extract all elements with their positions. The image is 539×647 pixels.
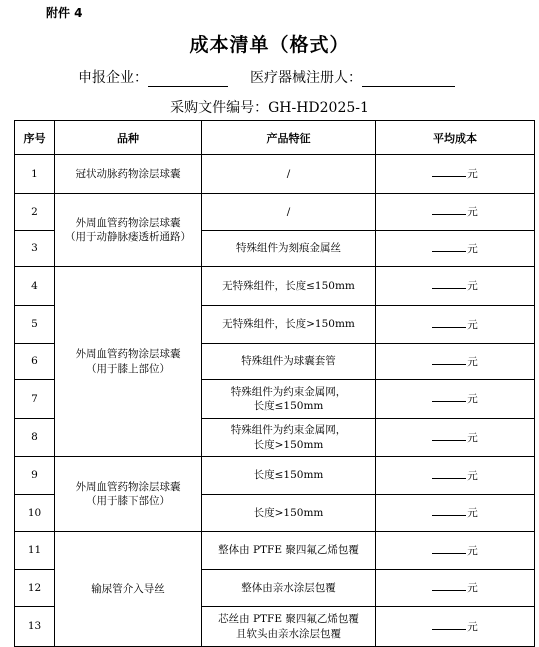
category-av-access: 外周血管药物涂层球囊 （用于动静脉瘘透析通路） [55,194,202,267]
row-feature: 特殊组件为约束金属网， 长度≤150mm [202,380,376,419]
cost-unit: 元 [467,582,478,595]
row-no: 5 [15,306,55,344]
row-no: 2 [15,194,55,231]
document-number: 采购文件编号：GH-HD2025-1 [170,100,369,116]
category-above-knee: 外周血管药物涂层球囊 （用于膝上部位） [55,267,202,457]
row-feature: 无特殊组件，长度>150mm [202,306,376,344]
table-header-row [15,121,535,155]
header-no: 序号 [15,121,55,155]
row-feature: 整体由 PTFE 聚四氟乙烯包覆 [202,532,376,570]
row-feature: 芯丝由 PTFE 聚四氟乙烯包覆 且软头由亲水涂层包覆 [202,607,376,647]
cost-blank[interactable] [432,619,466,630]
cost-unit: 元 [467,469,478,482]
cost-cell[interactable] [376,532,535,570]
cost-blank[interactable] [432,278,466,289]
cost-unit: 元 [467,168,478,181]
cost-blank[interactable] [432,430,466,441]
applicant-label: 申报企业： [78,70,148,86]
page-title: 成本清单（格式） [189,34,350,56]
cost-blank[interactable] [432,241,466,252]
cost-cell[interactable] [376,457,535,495]
cost-unit: 元 [467,318,478,331]
row-feature: 特殊组件为球囊套管 [202,344,376,380]
cost-blank[interactable] [432,166,466,177]
cost-blank[interactable] [432,204,466,215]
cost-unit: 元 [467,620,478,633]
applicant-blank[interactable] [148,72,228,87]
header-variety: 品种 [55,121,202,155]
row-feature: 特殊组件为刻痕金属丝 [202,231,376,267]
table-row [15,532,535,570]
table-row [15,155,535,194]
table-row [15,457,535,495]
header-avg-cost: 平均成本 [376,121,535,155]
row-no: 3 [15,231,55,267]
row-no: 13 [15,607,55,647]
cost-unit: 元 [467,393,478,406]
row-no: 11 [15,532,55,570]
cost-cell[interactable] [376,380,535,419]
attachment-label: 附件 4 [46,6,83,20]
cost-unit: 元 [467,431,478,444]
cost-unit: 元 [467,507,478,520]
header-feature: 产品特征 [202,121,376,155]
cost-cell[interactable] [376,495,535,532]
table-row [15,194,535,231]
cost-cell[interactable] [376,155,535,194]
cost-blank[interactable] [432,505,466,516]
row-feature: 无特殊组件，长度≤150mm [202,267,376,306]
cost-blank[interactable] [432,317,466,328]
cost-unit: 元 [467,206,478,219]
cost-cell[interactable] [376,194,535,231]
registrant-blank[interactable] [362,72,455,87]
row-feature: 长度>150mm [202,495,376,532]
cost-unit: 元 [467,355,478,368]
registrant-label: 医疗器械注册人： [250,70,362,86]
form-fields [78,67,455,87]
category-below-knee: 外周血管药物涂层球囊 （用于膝下部位） [55,457,202,532]
row-no: 6 [15,344,55,380]
cost-cell[interactable] [376,267,535,306]
row-feature: / [202,194,376,231]
cost-cell[interactable] [376,306,535,344]
row-no: 7 [15,380,55,419]
cost-cell[interactable] [376,231,535,267]
row-no: 1 [15,155,55,194]
cost-blank[interactable] [432,354,466,365]
cost-cell[interactable] [376,344,535,380]
category-guidewire: 输尿管介入导丝 [55,532,202,647]
cost-blank[interactable] [432,391,466,402]
cost-cell[interactable] [376,570,535,607]
row-no: 12 [15,570,55,607]
row-feature: 长度≤150mm [202,457,376,495]
cost-blank[interactable] [432,580,466,591]
cost-cell[interactable] [376,419,535,457]
row-feature: 特殊组件为约束金属网， 长度>150mm [202,419,376,457]
row-feature: / [202,155,376,194]
row-no: 10 [15,495,55,532]
row-no: 4 [15,267,55,306]
row-no: 8 [15,419,55,457]
cost-blank[interactable] [432,468,466,479]
category-coronary: 冠状动脉药物涂层球囊 [55,155,202,194]
row-feature: 整体由亲水涂层包覆 [202,570,376,607]
cost-unit: 元 [467,280,478,293]
cost-unit: 元 [467,544,478,557]
cost-table [14,120,535,647]
cost-blank[interactable] [432,543,466,554]
row-no: 9 [15,457,55,495]
cost-unit: 元 [467,242,478,255]
table-row [15,267,535,306]
